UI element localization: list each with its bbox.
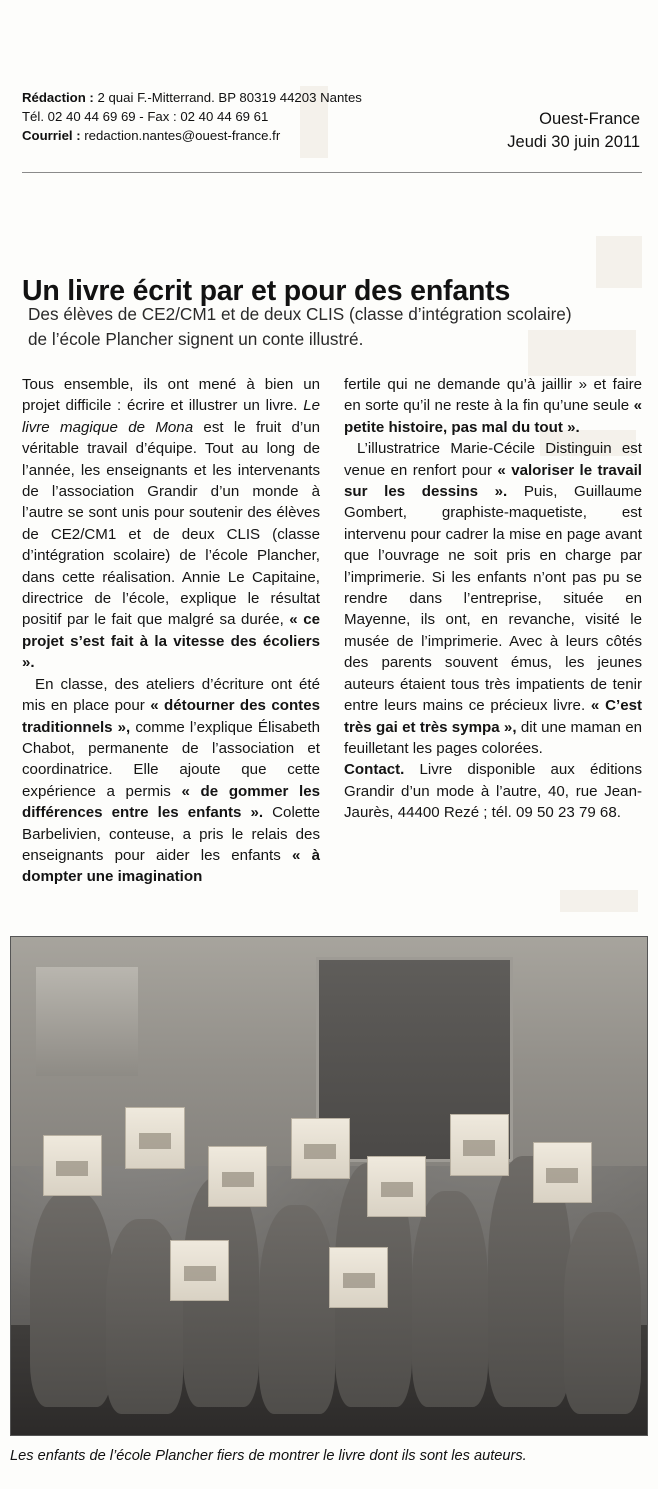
article-standfirst: Des élèves de CE2/CM1 et de deux CLIS (classe d’intégration scolaire) de l’école Plancher signent un conte illustré. (28, 304, 572, 349)
photo-caption: Les enfants de l’école Plancher fiers de montrer le livre dont ils sont les auteurs. (10, 1448, 527, 1464)
paragraph (22, 674, 320, 888)
photo-book (533, 1142, 592, 1203)
text-run: dit une maman en feuilletant les pages colorées. (344, 718, 642, 757)
quote-run: « ce projet s’est fait à la vitesse des écoliers ». (22, 611, 320, 672)
masthead-address-line (22, 88, 362, 107)
text-run: Puis, Guillaume Gombert, graphiste-maquetiste, est intervenu pour cadrer la mise en page avant que l’ouvrage ne soit pris en charge par l’imprimerie. Si les enfants n’ont pas pu se rendre dans l’entreprise, située en Mayenne, ils ont, en revanche, visité le musée de l’imprimerie. Avec à leurs côtés des parents souvent émus, les jeunes auteurs étaient tous très impatients de tenir entre leurs mains ce précieux livre. (344, 483, 642, 715)
header-divider (22, 172, 642, 173)
address-value: 2 quai F.-Mitterrand. BP 80319 44203 Nantes (93, 90, 362, 105)
text-run: est le fruit d’un véritable travail d’équipe. Tout au long de l’année, les enseignants et les intervenants de l’association Grandir d’un monde à l’autre se sont unis pour soutenir des élèves de CE2/CM1 et de deux CLIS (classe d’intégration scolaire) de l’école Plancher, dans cette réalisation. Annie Le Capitaine, directrice de l’école, explique le résultat positif par le fait que malgré sa durée, (22, 418, 320, 629)
photo-child (412, 1191, 488, 1407)
contact-text: Livre disponible aux éditions Grandir d’un mode à l’autre, 40, rue Jean-Jaurès, 44400 Rezé ; tél. 09 50 23 79 68. (344, 761, 642, 822)
photo-book (291, 1118, 350, 1179)
photo-book (125, 1107, 184, 1168)
quote-run: « détourner des contes traditionnels », (22, 697, 320, 736)
book-title: Le livre magique de Mona (22, 397, 320, 436)
photo-book (329, 1247, 388, 1308)
masthead-publication-block (507, 108, 640, 154)
photo-image (10, 936, 648, 1436)
photo-book (367, 1156, 426, 1217)
photo-book (450, 1114, 509, 1175)
paragraph (344, 438, 642, 759)
page-title: Un livre écrit par et pour des enfants (22, 275, 511, 308)
quote-run: « de gommer les différences entre les enfants ». (22, 782, 321, 822)
text-run: Colette Barbelivien, conteuse, a pris le relais des enseignants pour aider les enfants (22, 804, 320, 864)
text-run: L’illustratrice Marie-Cécile Distinguin est venue en renfort pour (344, 440, 642, 479)
paragraph (344, 374, 642, 438)
article-column-left (22, 374, 320, 888)
text-run: comme l’explique Élisabeth Chabot, permanente de l’association et coordinatrice. Elle ajoute que cette expérience a permis (22, 718, 320, 800)
email-label: Courriel : (22, 128, 81, 143)
quote-run: « petite histoire, pas mal du tout ». (344, 397, 642, 436)
article-column-right (344, 374, 642, 888)
text-run: En classe, des ateliers d’écriture ont été mis en place pour (22, 675, 320, 715)
contact-paragraph (344, 759, 642, 823)
quote-run: « valoriser le travail sur les dessins ». (344, 461, 642, 501)
photo-window (36, 967, 138, 1077)
quote-run: « à dompter une imagination (22, 846, 321, 886)
text-run: fertile qui ne demande qu’à jaillir » et faire en sorte qu’il ne reste à la fin qu’une seule (344, 376, 642, 415)
scan-artifact (560, 890, 638, 912)
paragraph (22, 374, 320, 674)
article-body (22, 374, 642, 888)
contact-label: Contact. (344, 761, 405, 779)
article-photo (10, 936, 648, 1436)
masthead-email-line (22, 126, 362, 145)
masthead-contact-block (22, 88, 362, 145)
photo-children-group (11, 1086, 647, 1435)
publication-name: Ouest-France (539, 110, 640, 128)
photo-child (30, 1191, 113, 1407)
photo-book (43, 1135, 102, 1196)
address-label: Rédaction : (22, 90, 94, 105)
quote-run: « C’est très gai et très sympa », (344, 697, 643, 736)
photo-child (564, 1212, 640, 1414)
email-value: redaction.nantes@ouest-france.fr (80, 128, 281, 143)
masthead-phone-line: Tél. 02 40 44 69 69 - Fax : 02 40 44 69 61 (22, 109, 269, 124)
publication-date: Jeudi 30 juin 2011 (507, 133, 640, 151)
photo-child (259, 1205, 335, 1414)
text-run: Tous ensemble, ils ont mené à bien un projet difficile : écrire et illustrer un livre. (22, 376, 320, 415)
photo-book (208, 1146, 267, 1207)
photo-book (170, 1240, 229, 1301)
masthead (22, 88, 640, 166)
